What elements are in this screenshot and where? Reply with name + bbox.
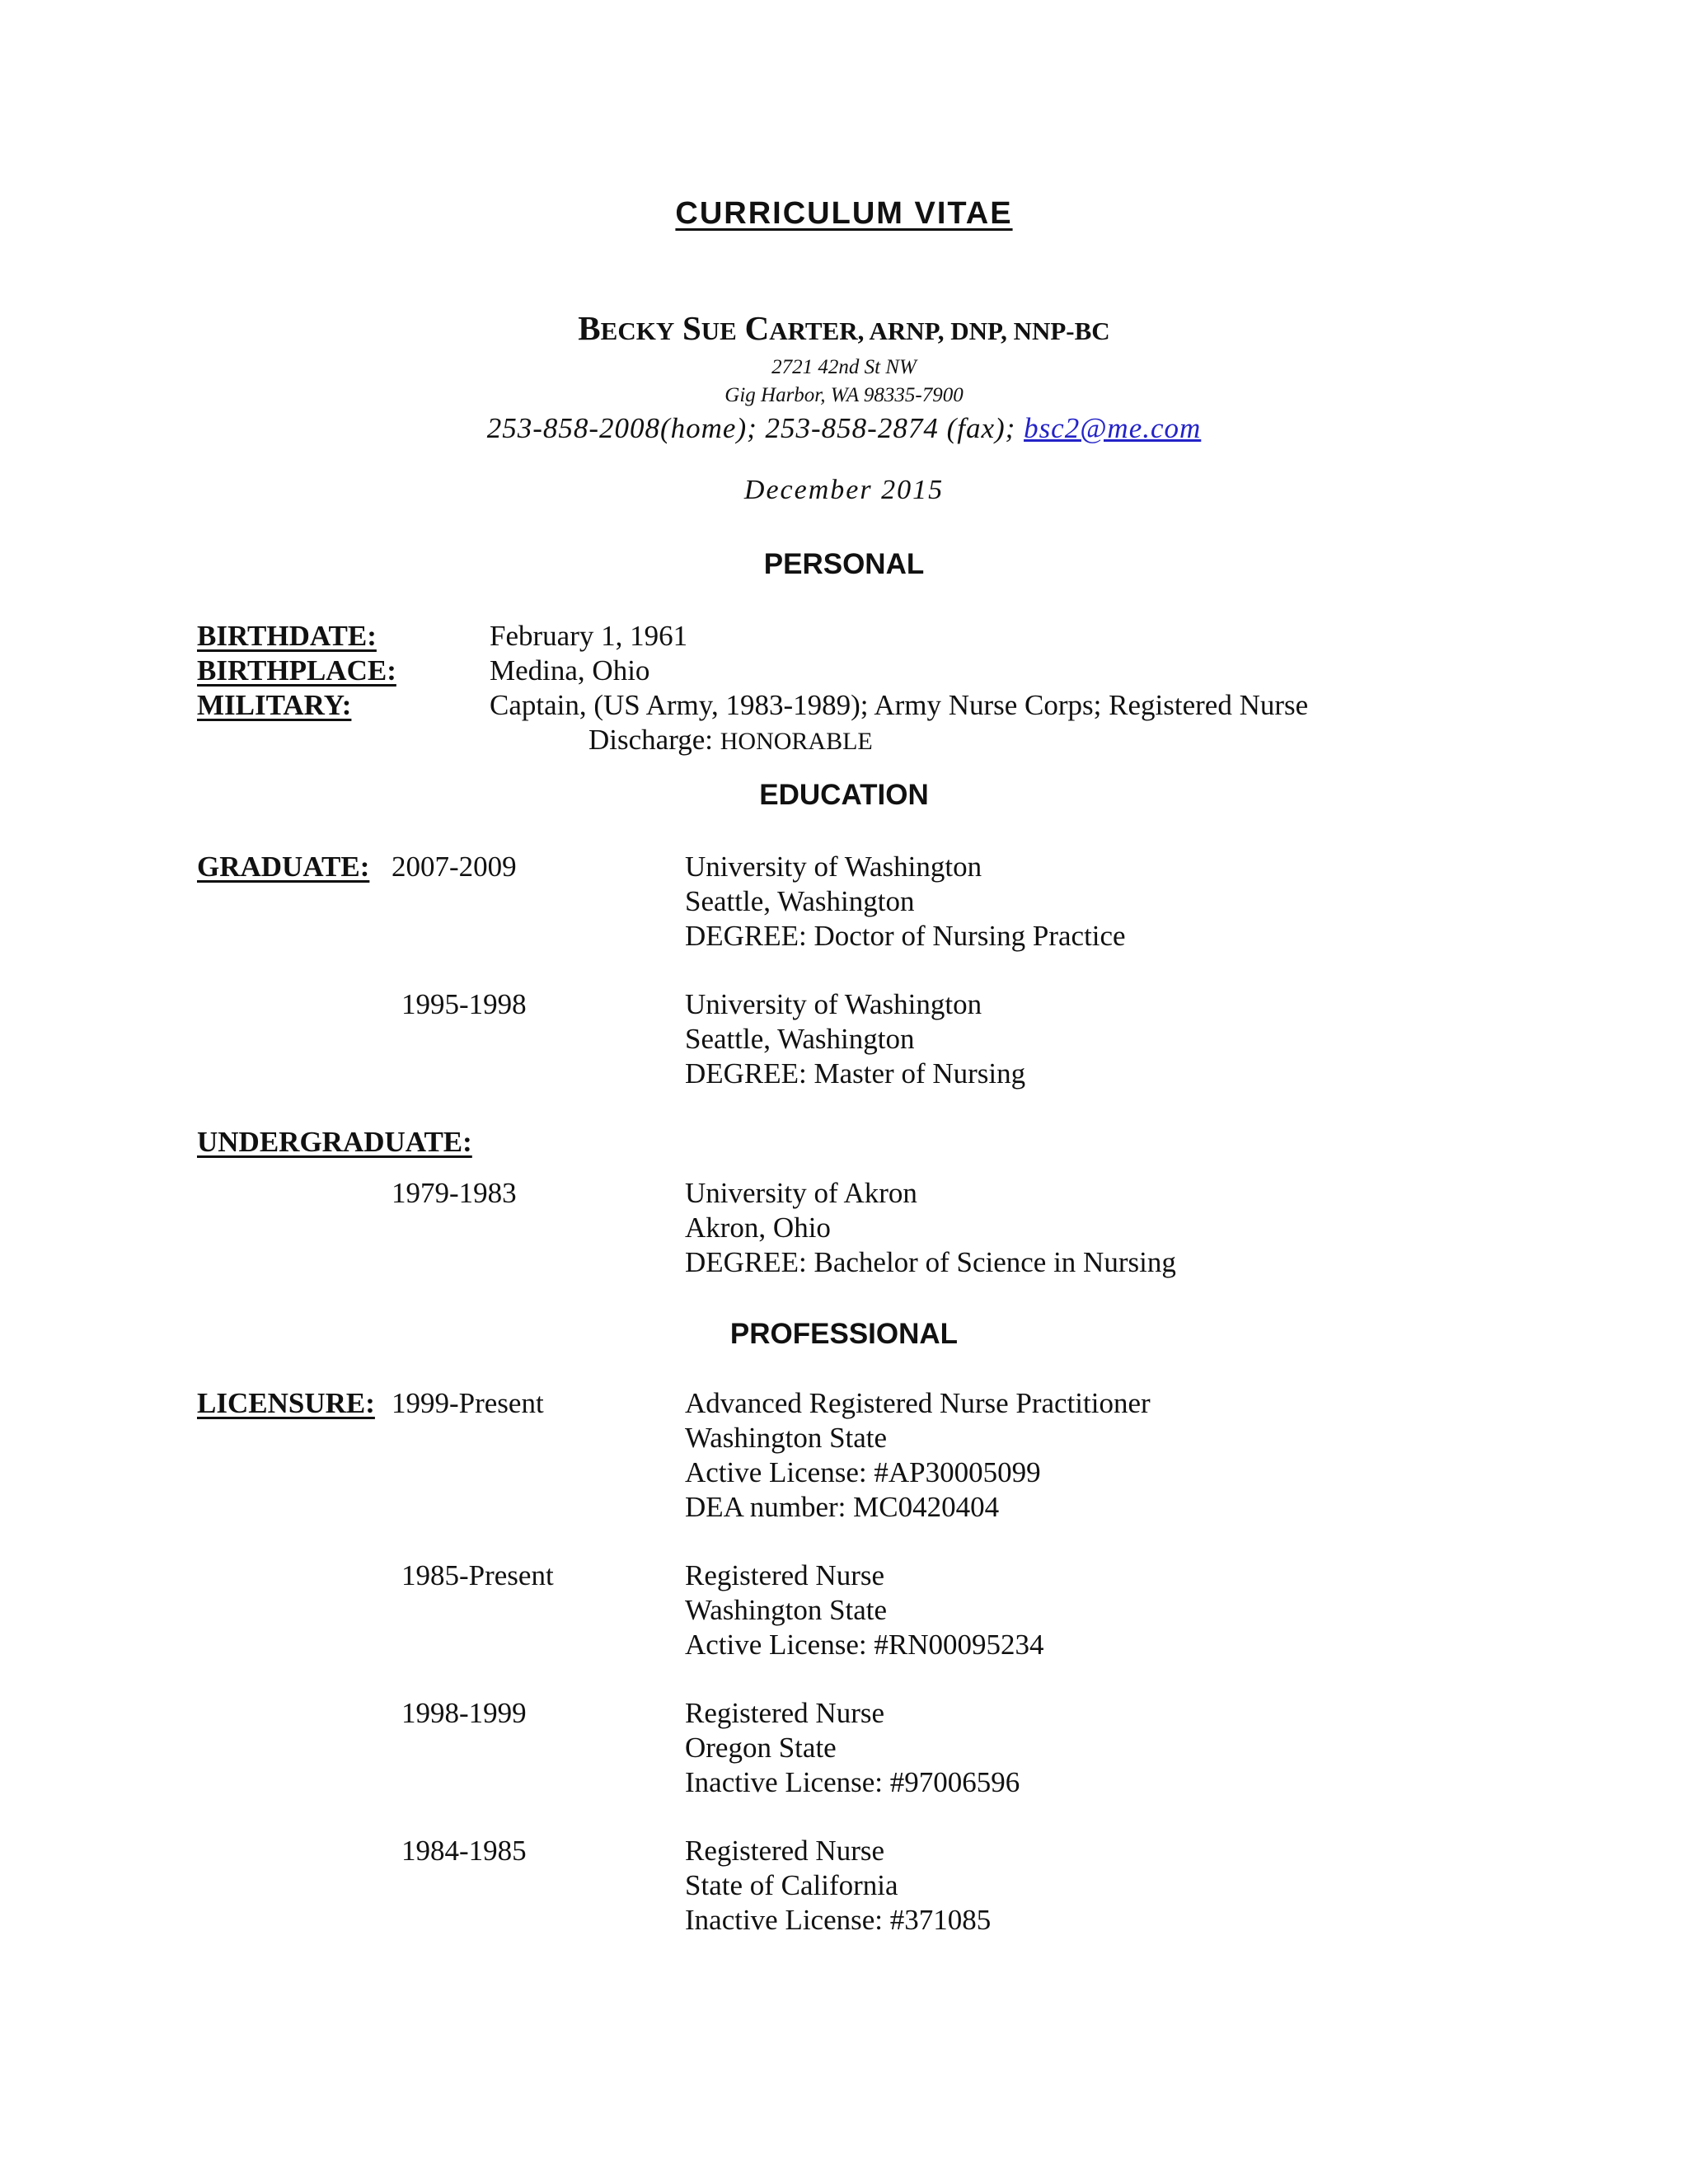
license-years: 1998-1999	[401, 1697, 527, 1729]
education-location: Akron, Ohio	[685, 1212, 831, 1244]
address-line-2: Gig Harbor, WA 98335-7900	[724, 384, 964, 406]
dea-number: DEA number: MC0420404	[685, 1491, 1000, 1523]
education-institution: University of Washington	[685, 851, 982, 883]
birthplace-label: BIRTHPLACE:	[197, 654, 396, 687]
phone-numbers: 253-858-2008(home); 253-858-2874 (fax);	[486, 412, 1025, 444]
education-years: 2007-2009	[392, 851, 517, 883]
license-number: Inactive License: #371085	[685, 1904, 992, 1936]
address-line-1: 2721 42nd St NW	[771, 356, 917, 378]
graduate-label: GRADUATE:	[197, 851, 370, 883]
license-years: 1985-Present	[401, 1559, 554, 1591]
email-link[interactable]: bsc2@me.com	[1024, 412, 1202, 444]
license-state: Washington State	[685, 1594, 888, 1626]
section-heading-professional: PROFESSIONAL	[729, 1318, 959, 1350]
document-title: CURRICULUM VITAE	[675, 196, 1013, 231]
education-years: 1995-1998	[401, 988, 527, 1020]
military-label: MILITARY:	[197, 689, 352, 721]
education-location: Seattle, Washington	[685, 885, 915, 917]
education-degree: DEGREE: Doctor of Nursing Practice	[685, 920, 1126, 952]
license-number: Active License: #AP30005099	[685, 1456, 1041, 1488]
person-name: BECKY SUE CARTER, ARNP, DNP, NNP-BC	[578, 309, 1110, 347]
military-value: Captain, (US Army, 1983-1989); Army Nurse Corps; Registered Nurse	[490, 689, 1309, 721]
license-number: Active License: #RN00095234	[685, 1629, 1044, 1661]
licensure-label: LICENSURE:	[197, 1387, 375, 1419]
license-title: Registered Nurse	[685, 1697, 885, 1729]
license-state: Oregon State	[685, 1732, 837, 1764]
birthplace-value: Medina, Ohio	[490, 654, 650, 687]
education-institution: University of Washington	[685, 988, 982, 1020]
education-location: Seattle, Washington	[685, 1023, 915, 1055]
license-state: State of California	[685, 1869, 898, 1901]
birthdate-value: February 1, 1961	[490, 620, 688, 652]
education-institution: University of Akron	[685, 1177, 917, 1209]
license-number: Inactive License: #97006596	[685, 1766, 1020, 1798]
undergraduate-label: UNDERGRADUATE:	[197, 1126, 472, 1158]
license-state: Washington State	[685, 1422, 888, 1454]
license-title: Registered Nurse	[685, 1559, 885, 1591]
education-degree: DEGREE: Master of Nursing	[685, 1057, 1026, 1090]
cv-date: December 2015	[743, 475, 945, 505]
discharge-value: HONORABLE	[720, 728, 873, 755]
section-heading-personal: PERSONAL	[763, 548, 925, 580]
education-degree: DEGREE: Bachelor of Science in Nursing	[685, 1246, 1176, 1278]
education-years: 1979-1983	[392, 1177, 517, 1209]
license-title: Registered Nurse	[685, 1835, 885, 1867]
license-years: 1984-1985	[401, 1835, 527, 1867]
discharge-line: Discharge: HONORABLE	[588, 724, 873, 756]
contact-line	[0, 412, 1688, 445]
birthdate-label: BIRTHDATE:	[197, 620, 377, 652]
license-years: 1999-Present	[392, 1387, 544, 1419]
section-heading-education: EDUCATION	[759, 779, 929, 811]
license-title: Advanced Registered Nurse Practitioner	[685, 1387, 1151, 1419]
